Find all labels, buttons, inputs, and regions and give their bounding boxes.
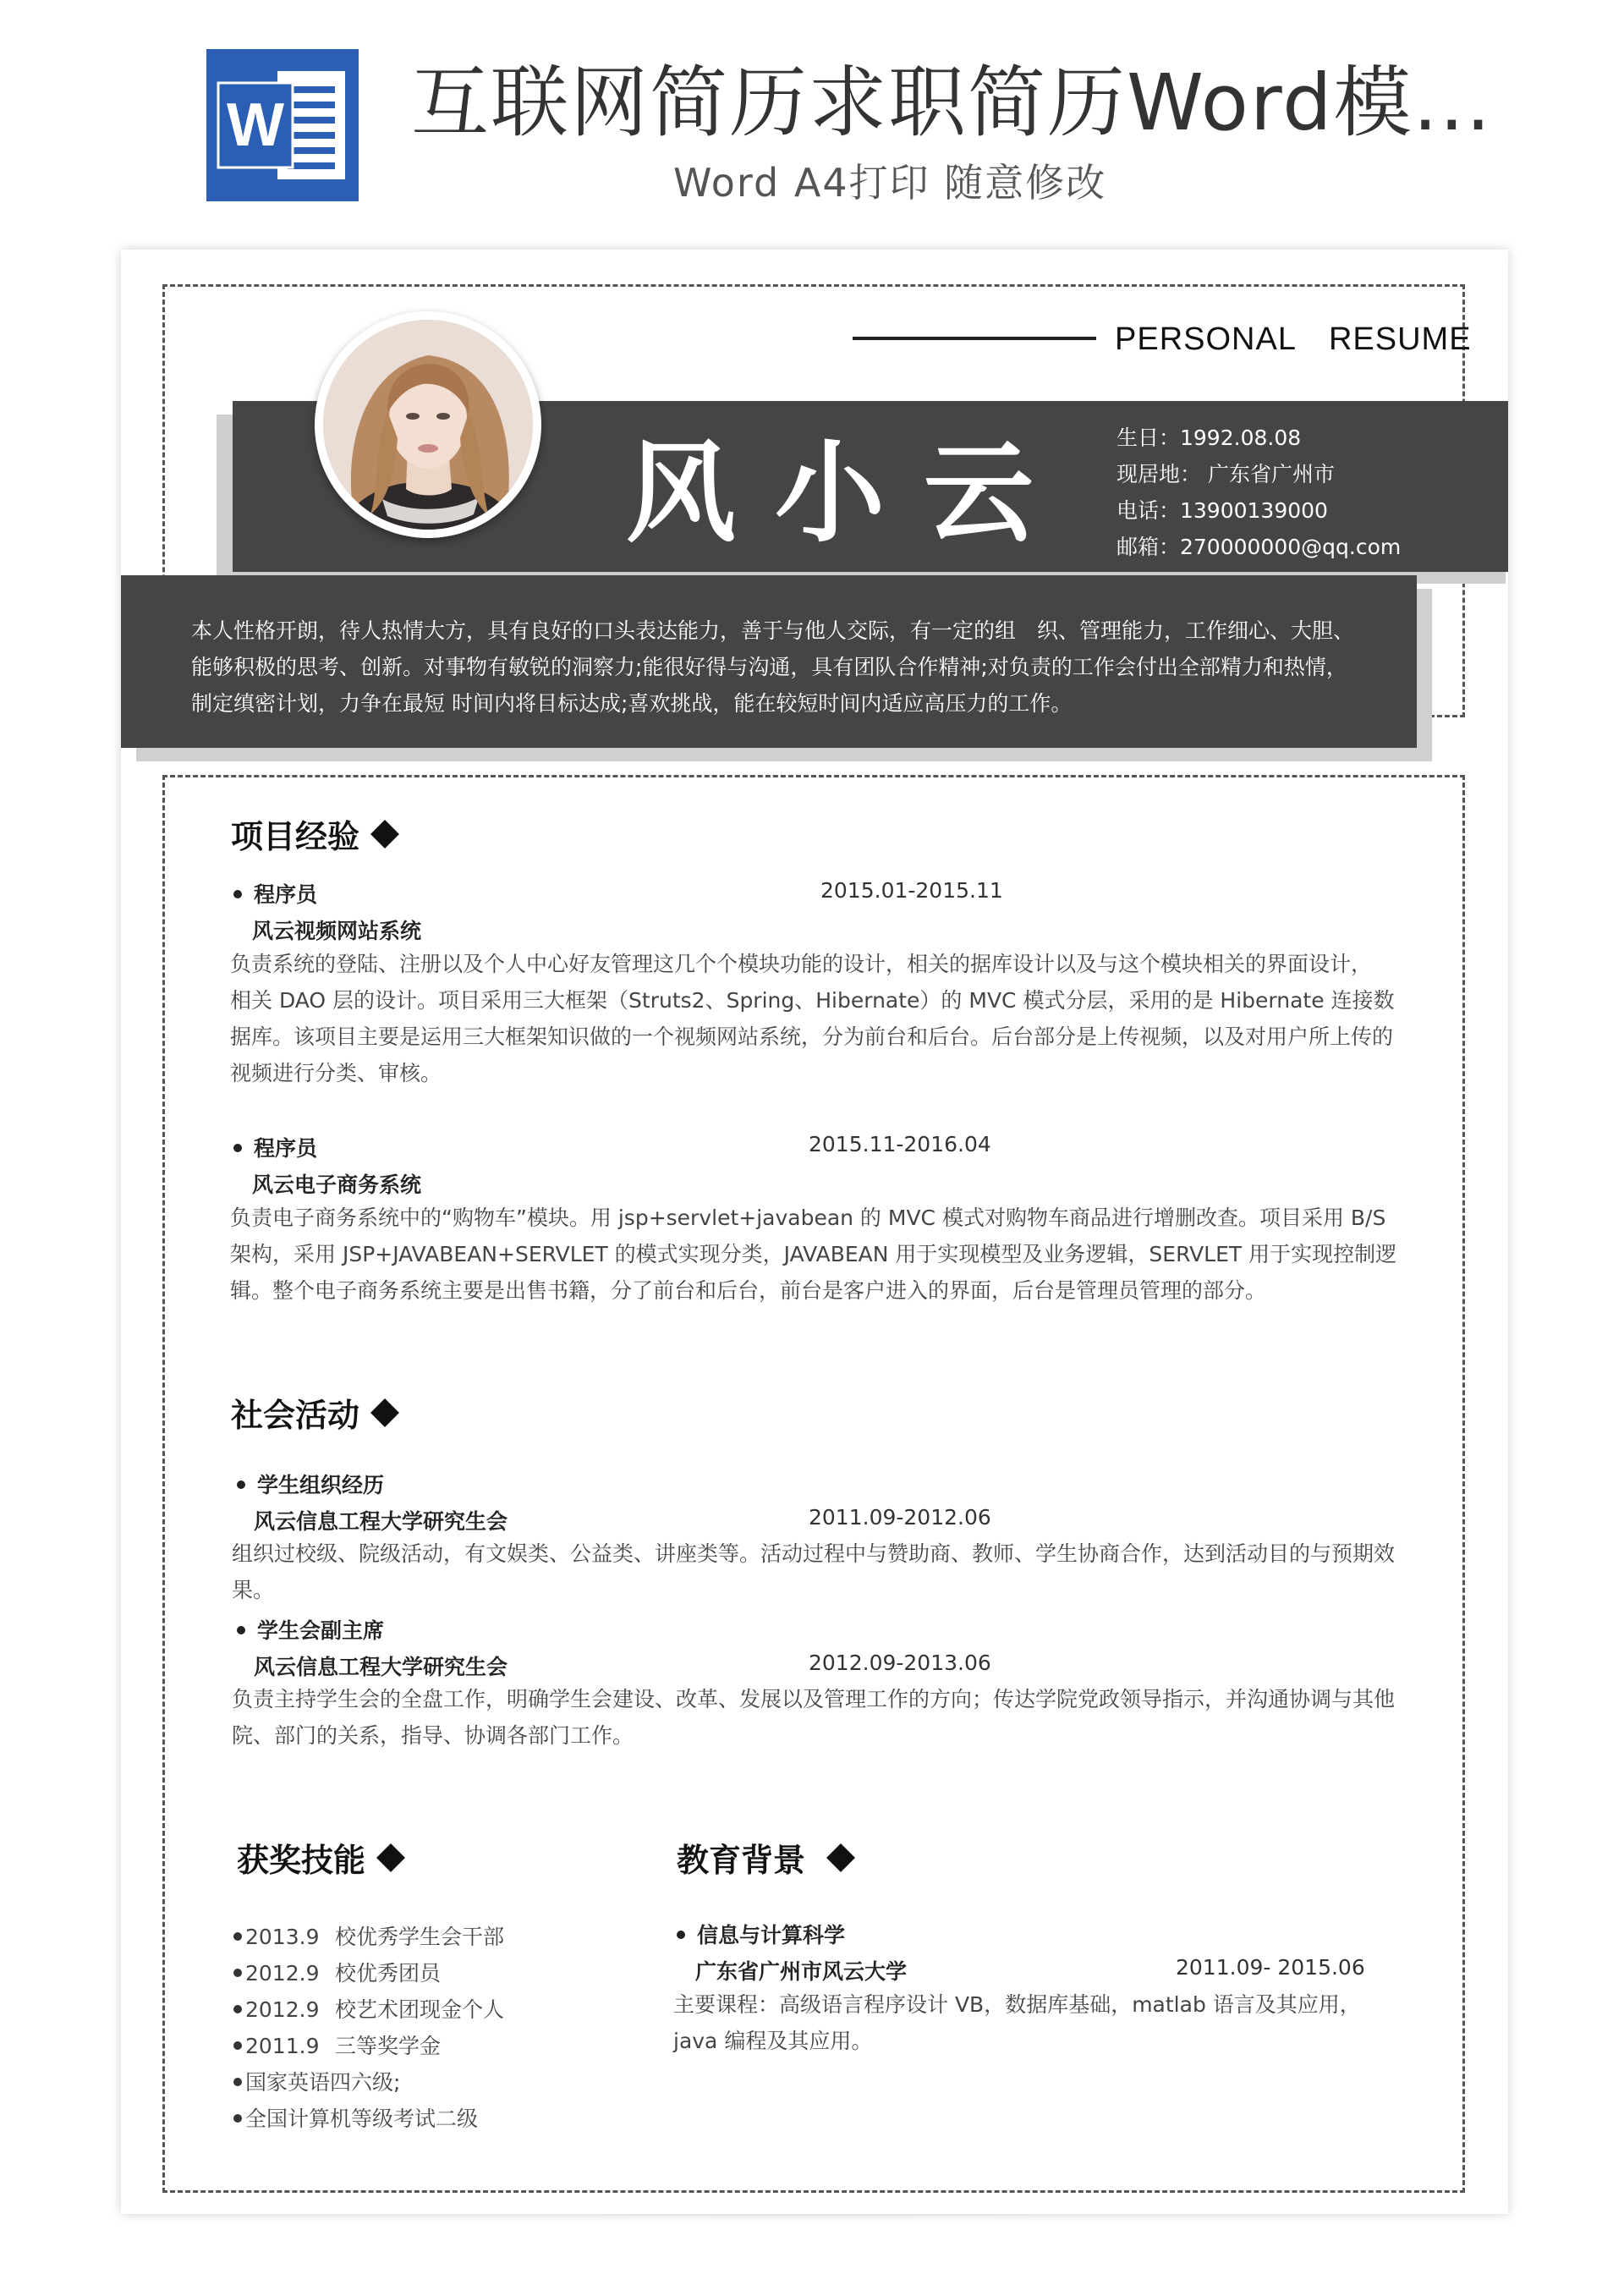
banner-title: 互联网简历求职简历Word模... [411,58,1493,148]
education-date: 2011.09- 2015.06 [1176,1955,1365,1980]
project-1-date: 2015.01-2015.11 [820,878,1003,903]
section-title-activities [231,1389,395,1436]
section-title-projects [231,810,395,857]
project-1-name: 风云视频网站系统 [252,919,422,943]
activity-2-org: 风云信息工程大学研究生会 [254,1655,508,1679]
project-1-role: 程序员 [233,878,317,909]
project-2-name: 风云电子商务系统 [252,1173,422,1197]
self-intro-text: 本人性格开朗，待人热情大方，具有良好的口头表达能力，善于与他人交际，有一定的组 织、管理能力，工作细心、大胆、能够积极的思考、创新。对事物有敏锐的洞察力;能很好得与沟通，具有团队合作精神;对负责的工作会付出全部精力和热情，制定缜密计划，力争在最短 时间内将目标达成;喜欢挑战，能在较短时间内适应高压力的工作。 [191,618,1355,716]
activity-1-date: 2011.09-2012.06 [809,1505,991,1530]
activity-2-desc: 负责主持学生会的全盘工作，明确学生会建设、改革、发展以及管理工作的方向；传达学院党政领导指示，并沟通协调与其他院、部门的关系，指导、协调各部门工作。 [232,1687,1396,1748]
diamond-icon [376,1843,405,1872]
award-item: 2012.9 校艺术团现金个人 [233,1993,504,2024]
resume-tag-left: PERSONAL [1115,321,1297,357]
project-2-role: 程序员 [233,1132,317,1162]
diamond-icon [370,820,399,849]
award-item: 2011.9 三等奖学金 [233,2030,441,2060]
info-residence: 现居地： 广东省广州市 [1116,462,1335,486]
section-title-activities-label: 社会活动 [231,1397,360,1434]
award-item: 2012.9 校优秀团员 [233,1957,441,1987]
award-item: 全国计算机等级考试二级 [233,2102,478,2133]
diamond-icon [370,1398,399,1427]
education-major: 信息与计算科学 [677,1919,845,1949]
award-item: 国家英语四六级; [233,2066,400,2096]
info-email: 邮箱：270000000@qq.com [1116,535,1402,559]
education-school: 广东省广州市风云大学 [695,1959,908,1984]
project-2-date: 2015.11-2016.04 [809,1132,991,1156]
avatar [323,320,533,530]
activity-1-desc: 组织过校级、院级活动，有文娱类、公益类、讲座类等。活动过程中与赞助商、教师、学生协商合作，达到活动目的与预期效果。 [232,1541,1396,1602]
svg-text:W: W [227,91,284,159]
activity-2-date: 2012.09-2013.06 [809,1651,991,1675]
section-title-awards [237,1834,401,1881]
activity-1-org: 风云信息工程大学研究生会 [254,1509,508,1534]
project-1-desc: 负责系统的登陆、注册以及个人中心好友管理这几个个模块功能的设计，相关的据库设计以及与这个模块相关的界面设计， 相关 DAO 层的设计。项目采用三大框架（Struts2、Spring、Hibernate）的 MVC 模式分层，采用的是 Hibernate 连接数据库。该项目主要是运用三大框架知识做的一个视频网站系统，分为前台和后台。后台部分是上传视频，以及对用户所上传的视频进行分类、审核。 [230,952,1395,1085]
section-title-awards-label: 获奖技能 [237,1842,366,1879]
info-birthday: 生日：1992.08.08 [1116,426,1302,450]
activity-1-role: 学生组织经历 [237,1469,384,1499]
award-item: 2013.9 校优秀学生会干部 [233,1920,504,1951]
resume-tag [1115,321,1504,358]
banner-subtitle: Word A4打印 随意修改 [673,160,1107,206]
resume-tag-right: RESUME [1328,321,1472,357]
activity-2-role: 学生会副主席 [237,1614,384,1645]
word-icon [206,49,359,201]
diamond-icon [826,1843,855,1872]
education-courses: 主要课程：高级语言程序设计 VB，数据库基础，matlab 语言及其应用，java 编程及其应用。 [673,1992,1361,2053]
info-phone: 电话：13900139000 [1116,498,1328,523]
section-title-education [677,1834,851,1881]
candidate-name: 风小云 [626,429,1073,558]
section-title-education-label: 教育背景 [677,1842,806,1879]
resume-tag-line [853,337,1096,340]
project-2-desc: 负责电子商务系统中的“购物车”模块。用 jsp+servlet+javabean 的 MVC 模式对购物车商品进行增删改查。项目采用 B/S 架构，采用 JSP+JAVABEAN+SERVLET 的模式实现分类，JAVABEAN 用于实现模型及业务逻辑，SERVLET 用于实现控制逻辑。整个电子商务系统主要是出售书籍，分了前台和后台，前台是客户进入的界面，后台是管理员管理的部分。 [230,1206,1397,1303]
section-title-projects-label: 项目经验 [231,818,360,855]
